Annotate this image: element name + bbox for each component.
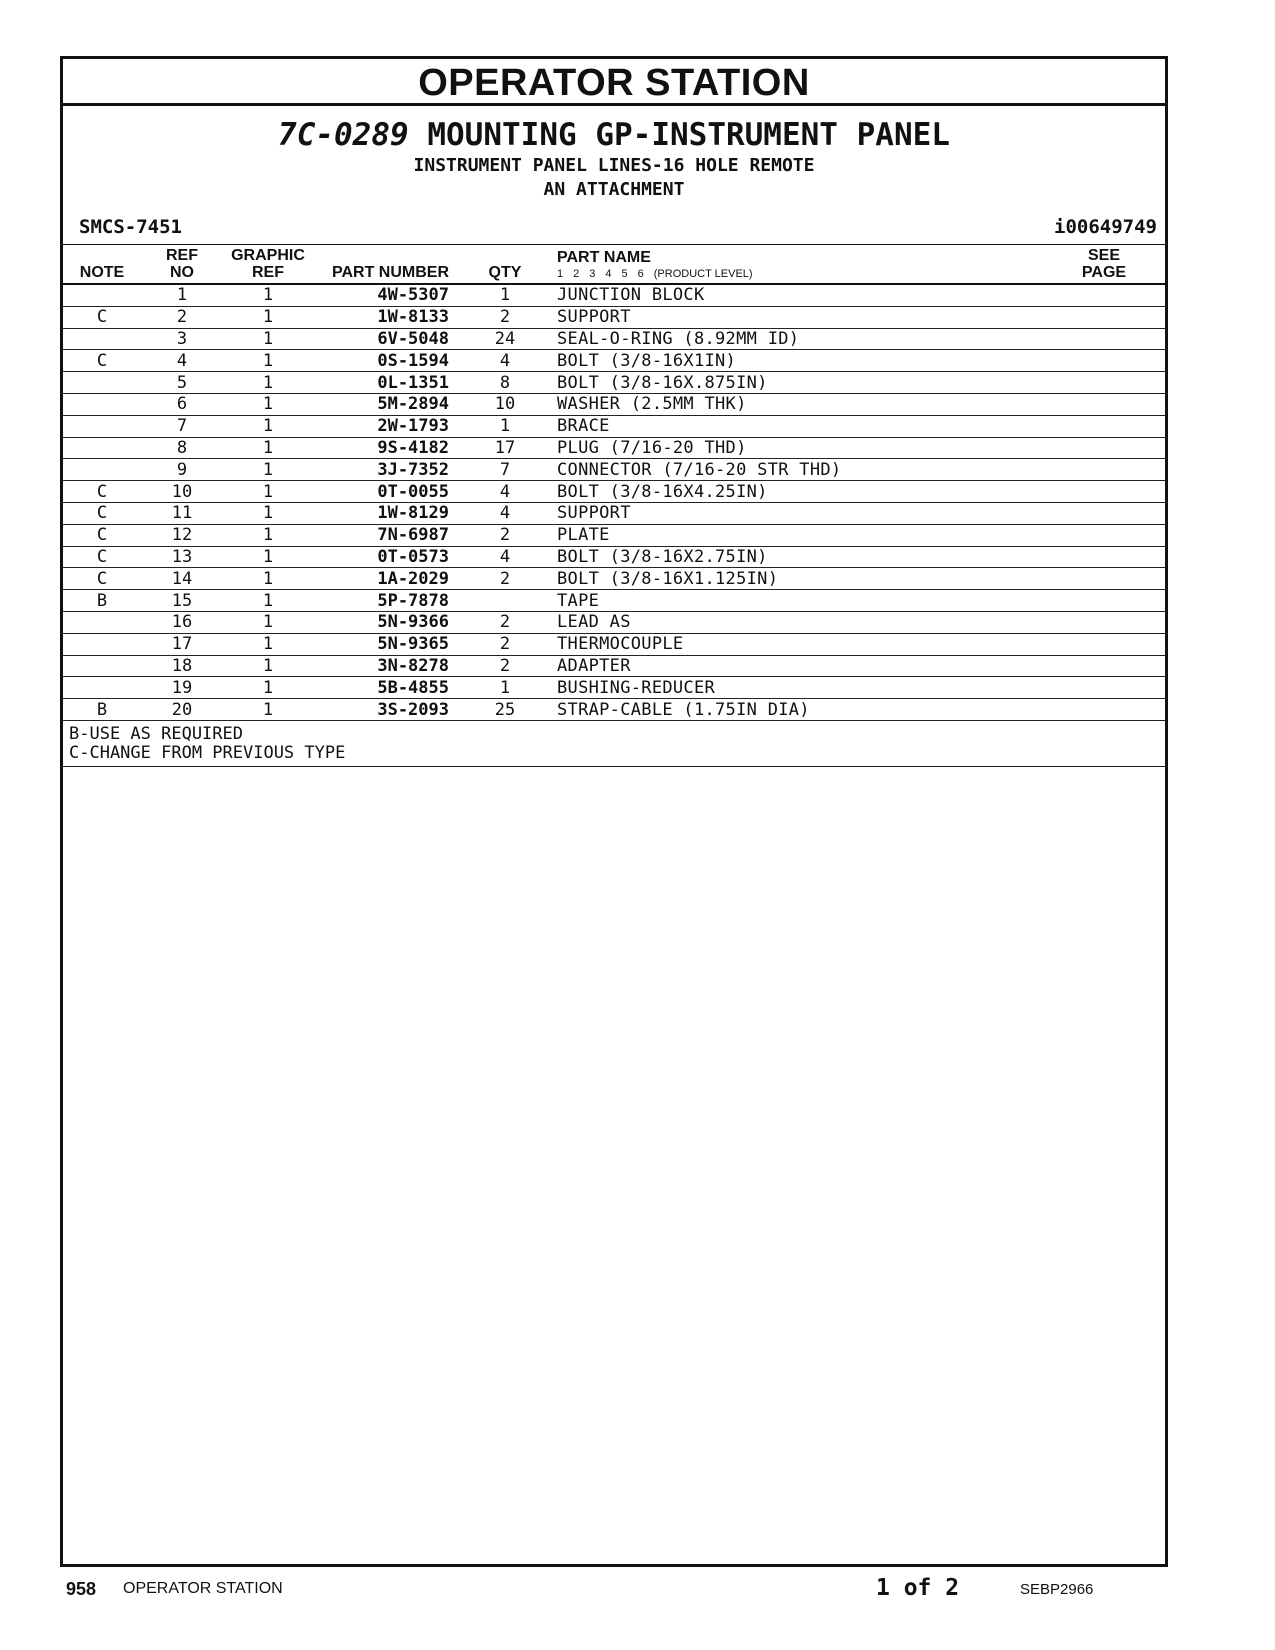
row-see-page xyxy=(1043,590,1165,612)
row-qty: 10 xyxy=(457,393,553,415)
row-qty: 4 xyxy=(457,502,553,524)
identifier-row xyxy=(63,214,1165,244)
page-number: 958 xyxy=(66,1579,97,1599)
row-ref-no: 5 xyxy=(141,372,223,394)
table-row xyxy=(63,524,1165,546)
row-note xyxy=(63,328,141,350)
row-ref-no: 12 xyxy=(141,524,223,546)
row-see-page xyxy=(1043,655,1165,677)
product-levels: 1 2 3 4 5 6 (PRODUCT LEVEL) xyxy=(557,268,753,280)
row-qty: 2 xyxy=(457,524,553,546)
row-part-number: 2W-1793 xyxy=(313,415,457,437)
row-part-name: PLATE xyxy=(553,524,1043,546)
section-title: OPERATOR STATION xyxy=(63,59,1165,106)
table-row xyxy=(63,481,1165,503)
row-part-number: 1W-8129 xyxy=(313,502,457,524)
row-see-page xyxy=(1043,393,1165,415)
row-qty: 1 xyxy=(457,284,553,306)
row-qty: 24 xyxy=(457,328,553,350)
row-part-name: JUNCTION BLOCK xyxy=(553,284,1043,306)
row-see-page xyxy=(1043,524,1165,546)
row-qty xyxy=(457,590,553,612)
row-part-number: 6V-5048 xyxy=(313,328,457,350)
row-note xyxy=(63,655,141,677)
row-graphic-ref: 1 xyxy=(223,611,313,633)
row-part-name: WASHER (2.5MM THK) xyxy=(553,393,1043,415)
row-part-number: 3N-8278 xyxy=(313,655,457,677)
row-see-page xyxy=(1043,459,1165,481)
row-graphic-ref: 1 xyxy=(223,415,313,437)
row-part-name: LEAD AS xyxy=(553,611,1043,633)
row-graphic-ref: 1 xyxy=(223,677,313,699)
col-part-number: PART NUMBER xyxy=(313,245,457,285)
footer-section: OPERATOR STATION xyxy=(123,1580,283,1597)
row-note: C xyxy=(63,546,141,568)
row-note: C xyxy=(63,306,141,328)
col-qty: QTY xyxy=(457,245,553,285)
row-part-number: 7N-6987 xyxy=(313,524,457,546)
row-qty: 4 xyxy=(457,350,553,372)
row-note: C xyxy=(63,481,141,503)
row-see-page xyxy=(1043,415,1165,437)
row-qty: 17 xyxy=(457,437,553,459)
row-qty: 4 xyxy=(457,546,553,568)
row-part-name: CONNECTOR (7/16-20 STR THD) xyxy=(553,459,1043,481)
row-part-number: 0S-1594 xyxy=(313,350,457,372)
row-see-page xyxy=(1043,546,1165,568)
row-note xyxy=(63,633,141,655)
row-qty: 2 xyxy=(457,306,553,328)
table-row xyxy=(63,459,1165,481)
row-qty: 1 xyxy=(457,677,553,699)
row-ref-no: 1 xyxy=(141,284,223,306)
row-note: C xyxy=(63,350,141,372)
table-header-row xyxy=(63,245,1165,285)
row-graphic-ref: 1 xyxy=(223,655,313,677)
row-part-number: 0L-1351 xyxy=(313,372,457,394)
row-note xyxy=(63,677,141,699)
row-part-name: THERMOCOUPLE xyxy=(553,633,1043,655)
row-qty: 25 xyxy=(457,699,553,721)
page-count: 1 of 2 xyxy=(876,1575,960,1601)
row-note: C xyxy=(63,524,141,546)
row-ref-no: 14 xyxy=(141,568,223,590)
col-see-page: SEE PAGE xyxy=(1043,245,1165,285)
row-ref-no: 9 xyxy=(141,459,223,481)
row-graphic-ref: 1 xyxy=(223,568,313,590)
row-part-name: ADAPTER xyxy=(553,655,1043,677)
table-row xyxy=(63,546,1165,568)
row-note xyxy=(63,284,141,306)
row-qty: 2 xyxy=(457,611,553,633)
row-part-number: 5M-2894 xyxy=(313,393,457,415)
row-part-number: 1A-2029 xyxy=(313,568,457,590)
row-see-page xyxy=(1043,568,1165,590)
row-part-name: STRAP-CABLE (1.75IN DIA) xyxy=(553,699,1043,721)
row-qty: 4 xyxy=(457,481,553,503)
row-part-name: SEAL-O-RING (8.92MM ID) xyxy=(553,328,1043,350)
row-graphic-ref: 1 xyxy=(223,459,313,481)
row-note xyxy=(63,437,141,459)
row-ref-no: 8 xyxy=(141,437,223,459)
table-row xyxy=(63,502,1165,524)
row-part-number: 0T-0573 xyxy=(313,546,457,568)
row-part-name: BOLT (3/8-16X4.25IN) xyxy=(553,481,1043,503)
row-part-name: TAPE xyxy=(553,590,1043,612)
col-ref-no: REF NO xyxy=(141,245,223,285)
row-note: B xyxy=(63,699,141,721)
row-see-page xyxy=(1043,502,1165,524)
row-part-name: BOLT (3/8-16X1IN) xyxy=(553,350,1043,372)
col-part-name: PART NAME 1 2 3 4 5 6 (PRODUCT LEVEL) xyxy=(553,245,1043,285)
table-row xyxy=(63,699,1165,721)
row-graphic-ref: 1 xyxy=(223,590,313,612)
table-row xyxy=(63,590,1165,612)
row-note: B xyxy=(63,590,141,612)
row-ref-no: 2 xyxy=(141,306,223,328)
group-name: MOUNTING GP-INSTRUMENT PANEL xyxy=(427,117,950,153)
row-part-name: SUPPORT xyxy=(553,306,1043,328)
row-graphic-ref: 1 xyxy=(223,699,313,721)
row-part-name: PLUG (7/16-20 THD) xyxy=(553,437,1043,459)
row-qty: 7 xyxy=(457,459,553,481)
group-part-number: 7C-0289 xyxy=(278,117,409,153)
table-row xyxy=(63,393,1165,415)
row-note xyxy=(63,393,141,415)
row-graphic-ref: 1 xyxy=(223,284,313,306)
row-part-name: BUSHING-REDUCER xyxy=(553,677,1043,699)
row-ref-no: 3 xyxy=(141,328,223,350)
row-ref-no: 4 xyxy=(141,350,223,372)
row-part-name: SUPPORT xyxy=(553,502,1043,524)
page-frame xyxy=(60,56,1168,1567)
document-number: SEBP2966 xyxy=(1020,1581,1094,1598)
row-part-number: 1W-8133 xyxy=(313,306,457,328)
row-part-name: BRACE xyxy=(553,415,1043,437)
row-note xyxy=(63,415,141,437)
row-graphic-ref: 1 xyxy=(223,481,313,503)
group-title xyxy=(63,116,1165,154)
parts-table xyxy=(63,244,1165,721)
row-part-number: 5N-9366 xyxy=(313,611,457,633)
illustration-id: i00649749 xyxy=(1054,216,1157,238)
row-note xyxy=(63,611,141,633)
row-qty: 2 xyxy=(457,568,553,590)
table-row xyxy=(63,568,1165,590)
row-graphic-ref: 1 xyxy=(223,393,313,415)
row-part-number: 5P-7878 xyxy=(313,590,457,612)
row-see-page xyxy=(1043,328,1165,350)
row-part-number: 9S-4182 xyxy=(313,437,457,459)
smcs-code: SMCS-7451 xyxy=(79,216,182,238)
row-part-name: BOLT (3/8-16X.875IN) xyxy=(553,372,1043,394)
col-note: NOTE xyxy=(63,245,141,285)
row-see-page xyxy=(1043,677,1165,699)
row-ref-no: 17 xyxy=(141,633,223,655)
row-part-name: BOLT (3/8-16X1.125IN) xyxy=(553,568,1043,590)
row-see-page xyxy=(1043,699,1165,721)
row-see-page xyxy=(1043,284,1165,306)
row-part-number: 0T-0055 xyxy=(313,481,457,503)
table-row xyxy=(63,372,1165,394)
table-row xyxy=(63,328,1165,350)
note-b: B-USE AS REQUIRED xyxy=(69,723,243,744)
row-ref-no: 11 xyxy=(141,502,223,524)
row-graphic-ref: 1 xyxy=(223,633,313,655)
table-row xyxy=(63,306,1165,328)
row-graphic-ref: 1 xyxy=(223,350,313,372)
row-ref-no: 13 xyxy=(141,546,223,568)
row-part-number: 3S-2093 xyxy=(313,699,457,721)
row-qty: 2 xyxy=(457,633,553,655)
row-ref-no: 7 xyxy=(141,415,223,437)
row-part-name: BOLT (3/8-16X2.75IN) xyxy=(553,546,1043,568)
note-c: C-CHANGE FROM PREVIOUS TYPE xyxy=(69,742,346,763)
row-see-page xyxy=(1043,481,1165,503)
row-part-number: 3J-7352 xyxy=(313,459,457,481)
row-graphic-ref: 1 xyxy=(223,372,313,394)
row-graphic-ref: 1 xyxy=(223,546,313,568)
table-row xyxy=(63,633,1165,655)
row-note xyxy=(63,372,141,394)
row-ref-no: 19 xyxy=(141,677,223,699)
row-see-page xyxy=(1043,437,1165,459)
row-qty: 2 xyxy=(457,655,553,677)
table-row xyxy=(63,415,1165,437)
row-note: C xyxy=(63,568,141,590)
table-row xyxy=(63,437,1165,459)
row-graphic-ref: 1 xyxy=(223,524,313,546)
row-see-page xyxy=(1043,350,1165,372)
row-part-number: 5B-4855 xyxy=(313,677,457,699)
row-note xyxy=(63,459,141,481)
notes-block xyxy=(63,721,1165,767)
subtitle-line-1: INSTRUMENT PANEL LINES-16 HOLE REMOTE xyxy=(413,155,815,176)
table-row xyxy=(63,611,1165,633)
subtitle-line-2: AN ATTACHMENT xyxy=(543,179,685,200)
row-see-page xyxy=(1043,306,1165,328)
row-qty: 1 xyxy=(457,415,553,437)
col-graphic-ref: GRAPHIC REF xyxy=(223,245,313,285)
row-qty: 8 xyxy=(457,372,553,394)
table-row xyxy=(63,350,1165,372)
row-graphic-ref: 1 xyxy=(223,437,313,459)
row-ref-no: 16 xyxy=(141,611,223,633)
page-footer xyxy=(60,1573,1168,1605)
row-ref-no: 18 xyxy=(141,655,223,677)
row-ref-no: 6 xyxy=(141,393,223,415)
row-note: C xyxy=(63,502,141,524)
table-row xyxy=(63,677,1165,699)
row-ref-no: 20 xyxy=(141,699,223,721)
row-graphic-ref: 1 xyxy=(223,306,313,328)
row-see-page xyxy=(1043,611,1165,633)
row-graphic-ref: 1 xyxy=(223,502,313,524)
parts-table-body xyxy=(63,284,1165,720)
row-part-number: 5N-9365 xyxy=(313,633,457,655)
row-graphic-ref: 1 xyxy=(223,328,313,350)
table-row xyxy=(63,284,1165,306)
row-ref-no: 15 xyxy=(141,590,223,612)
row-see-page xyxy=(1043,372,1165,394)
row-ref-no: 10 xyxy=(141,481,223,503)
table-row xyxy=(63,655,1165,677)
row-part-number: 4W-5307 xyxy=(313,284,457,306)
row-see-page xyxy=(1043,633,1165,655)
